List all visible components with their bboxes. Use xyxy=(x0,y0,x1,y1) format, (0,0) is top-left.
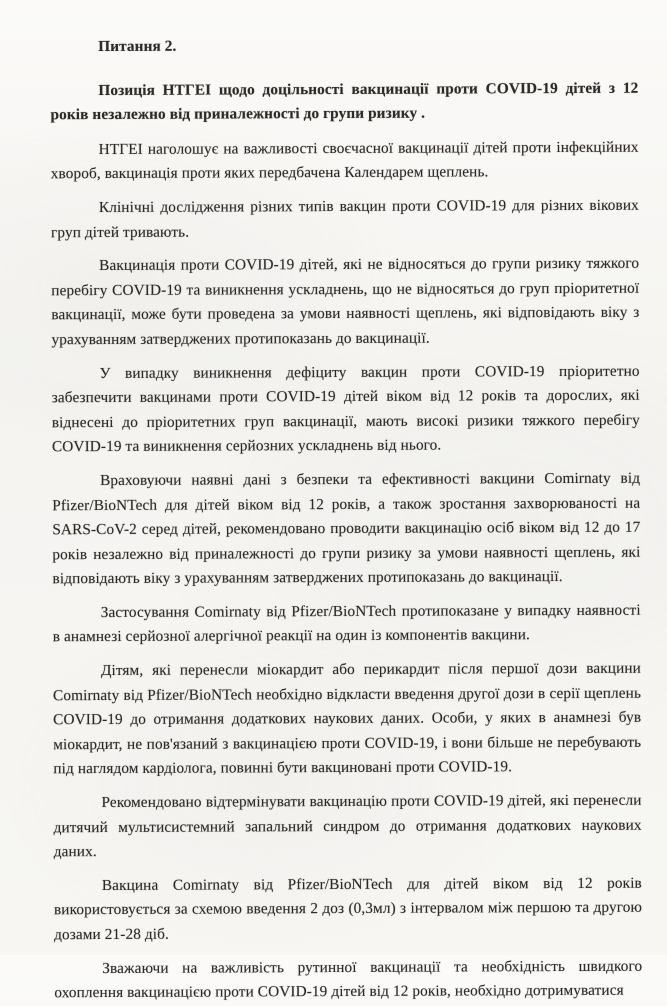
paragraph-vaccine-shortage-priority: У випадку виникнення дефіциту вакцин проти COVID-19 пріоритетно забезпечити вакцинами проти COVID-19 дітей віком від 12 років та дорослих, які віднесені до пріоритетних груп вакцинації, мають високі ризики тяжкого перебігу COVID-19 та виникнення серйозних ускладнень від нього. xyxy=(51,362,640,456)
question-heading: Питання 2. xyxy=(98,37,177,56)
paragraph-non-risk-group-vaccination: Вакцинація проти COVID-19 дітей, які не відносяться до групи ризику тяжкого перебігу COVID-19 та виникнення ускладнень, що не відносяться до груп пріоритетної вакцинації, може бути проведена за умови наявності щеплень, які відповідають віку з урахуванням затверджених протипоказань до вакцинації. xyxy=(51,254,640,349)
paragraph-multisystem-inflammatory-syndrome: Рекомендовано відтермінувати вакцинацію проти COVID-19 дітей, які перенесли дитячий мультисистемний запальний синдром до отримання додаткових наукових даних. xyxy=(53,791,642,861)
paragraph-dosage-schedule: Вакцина Comirnaty від Pfizer/BioNTech для дітей віком від 12 років використовується за схемою введення 2 доз (0,3мл) з інтервалом між першою та другою дозами 21-28 діб. xyxy=(53,874,642,944)
paragraph-routine-vaccination-importance: Зважаючи на важливість рутинної вакцинації та необхідність швидкого охоплення вакцинацією проти COVID-19 дітей від 12 років, необхідно дотримуватися xyxy=(54,957,643,1002)
paragraph-contraindication-allergy: Застосування Comirnaty від Pfizer/BioNTech протипоказане у випадку наявності в анамнезі серйозної алергічної реакції на один із компонентів вакцини. xyxy=(52,601,641,646)
paragraph-myocarditis-pericarditis: Дітям, які перенесли міокардит або перикардит після першої дози вакцини Comirnaty від Pfizer/BioNTech необхідно відкласти введення другої дози в серії щеплень COVID-19 до отримання додаткових наукових даних. Особи, у яких в анамнезі був міокардит, не пов'язаний з вакцинацією проти COVID-19, і вони більше не перебувають під наглядом кардіолога, повинні бути вакциновані проти COVID-19. xyxy=(52,659,642,778)
paragraph-clinical-trials: Клінічні дослідження різних типів вакцин проти COVID-19 для різних вікових груп дітей тривають. xyxy=(50,196,639,241)
paragraph-comirnaty-recommendation: Враховуючи наявні дані з безпеки та ефективності вакцини Comirnaty від Pfizer/BioNTech для дітей віком від 12 років, а також зростання захворюваності на SARS-CoV-2 серед дітей, рекомендовано проводити вакцинацію осіб віком від 12 до 17 років незалежно від приналежності до групи ризику за умови наявності щеплень, які відповідають віку з урахуванням затверджених протипоказань до вакцинації. xyxy=(52,469,641,588)
position-statement-heading: Позиція НТГЕІ щодо доцільності вакцинації проти COVID-19 дітей з 12 років незалежно від приналежності до групи ризику . xyxy=(50,79,639,124)
paragraph-ntgei-emphasis: НТГЕІ наголошує на важливості своєчасної вакцинації дітей проти інфекційних хвороб, вакцинація проти яких передбачена Календарем щеплень. xyxy=(50,138,639,183)
